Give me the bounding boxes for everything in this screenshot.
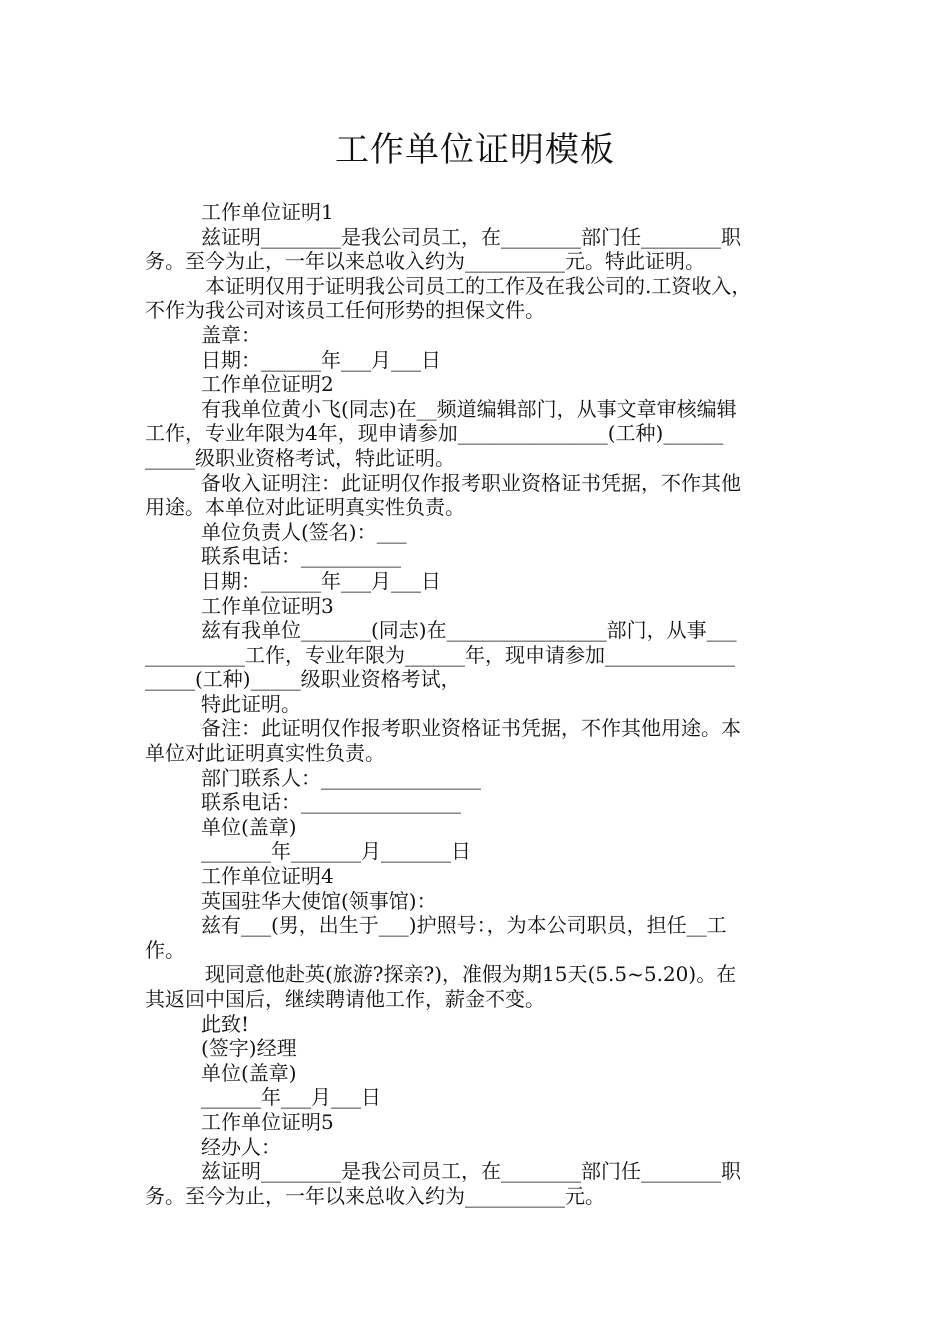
body-line: 有我单位黄小飞(同志)在__频道编辑部门，从事文章审核编辑 [201,396,737,421]
body-line: 日期：______年___月___日 [201,568,441,593]
body-line: (签字)经理 [201,1036,297,1061]
body-line: 用途。本单位对此证明真实性负责。 [145,495,465,520]
body-line: 作。 [145,937,185,962]
body-line: 单位对此证明真实性负责。 [145,741,385,766]
body-line: 单位(盖章) [201,1060,297,1085]
body-line: 不作为我公司对该员工任何形势的担保文件。 [145,298,545,323]
body-line: 工作单位证明4 [201,864,334,889]
body-line: _____级职业资格考试，特此证明。 [145,445,455,470]
body-line: 务。至今为止，一年以来总收入约为__________元。特此证明。 [145,249,705,274]
body-line: 其返回中国后，继续聘请他工作，薪金不变。 [145,987,545,1011]
body-line: 备收入证明注：此证明仅作报考职业资格证书凭据，不作其他 [201,470,741,495]
body-line: 本证明仅用于证明我公司员工的工作及在我公司的.工资收入， [205,273,752,298]
body-line: 工作单位证明1 [201,200,334,224]
body-line: _____(工种)_____级职业资格考试， [145,667,461,692]
body-line: ______年___月___日 [201,1085,381,1110]
body-line: 工作单位证明2 [201,372,334,397]
body-line: 务。至今为止，一年以来总收入约为__________元。 [145,1183,605,1208]
body-line: 兹有___(男，出生于___)护照号：，为本公司职员，担任__工 [201,913,727,938]
document-title: 工作单位证明模板 [335,130,615,170]
body-line: 联系电话：__________ [201,544,401,569]
body-line: 盖章： [201,322,261,347]
body-line: 现同意他赴英(旅游?探亲?)，准假为期15天(5.5~5.20)。在 [205,962,737,987]
document-body [145,200,810,1208]
body-line: 兹证明________是我公司员工，在________部门任________职 [201,224,741,249]
body-line: _______年_______月_______日 [201,839,471,864]
body-line: 兹证明________是我公司员工，在________部门任________职 [201,1159,741,1184]
body-line: 单位(盖章) [201,814,297,839]
body-line: 经办人： [201,1134,281,1159]
body-line: __________工作，专业年限为______年，现申请参加_____________ [145,642,735,667]
body-line: 部门联系人：________________ [201,765,481,790]
body-line: 联系电话：________________ [201,790,461,815]
body-line: 此致! [201,1011,250,1036]
body-line: 工作单位证明5 [201,1109,334,1134]
body-line: 特此证明。 [201,691,301,716]
body-line: 兹有我单位_______(同志)在________________部门，从事___ [201,618,737,643]
body-line: 英国驻华大使馆(领事馆)： [201,888,437,913]
body-line: 工作，专业年限为4年，现申请参加_______________(工种)______ [145,421,724,446]
body-line: 工作单位证明3 [201,593,334,618]
body-line: 日期：______年___月___日 [201,347,441,372]
body-line: 单位负责人(签名)：___ [201,519,407,544]
body-line: 备注：此证明仅作报考职业资格证书凭据，不作其他用途。本 [201,716,741,741]
